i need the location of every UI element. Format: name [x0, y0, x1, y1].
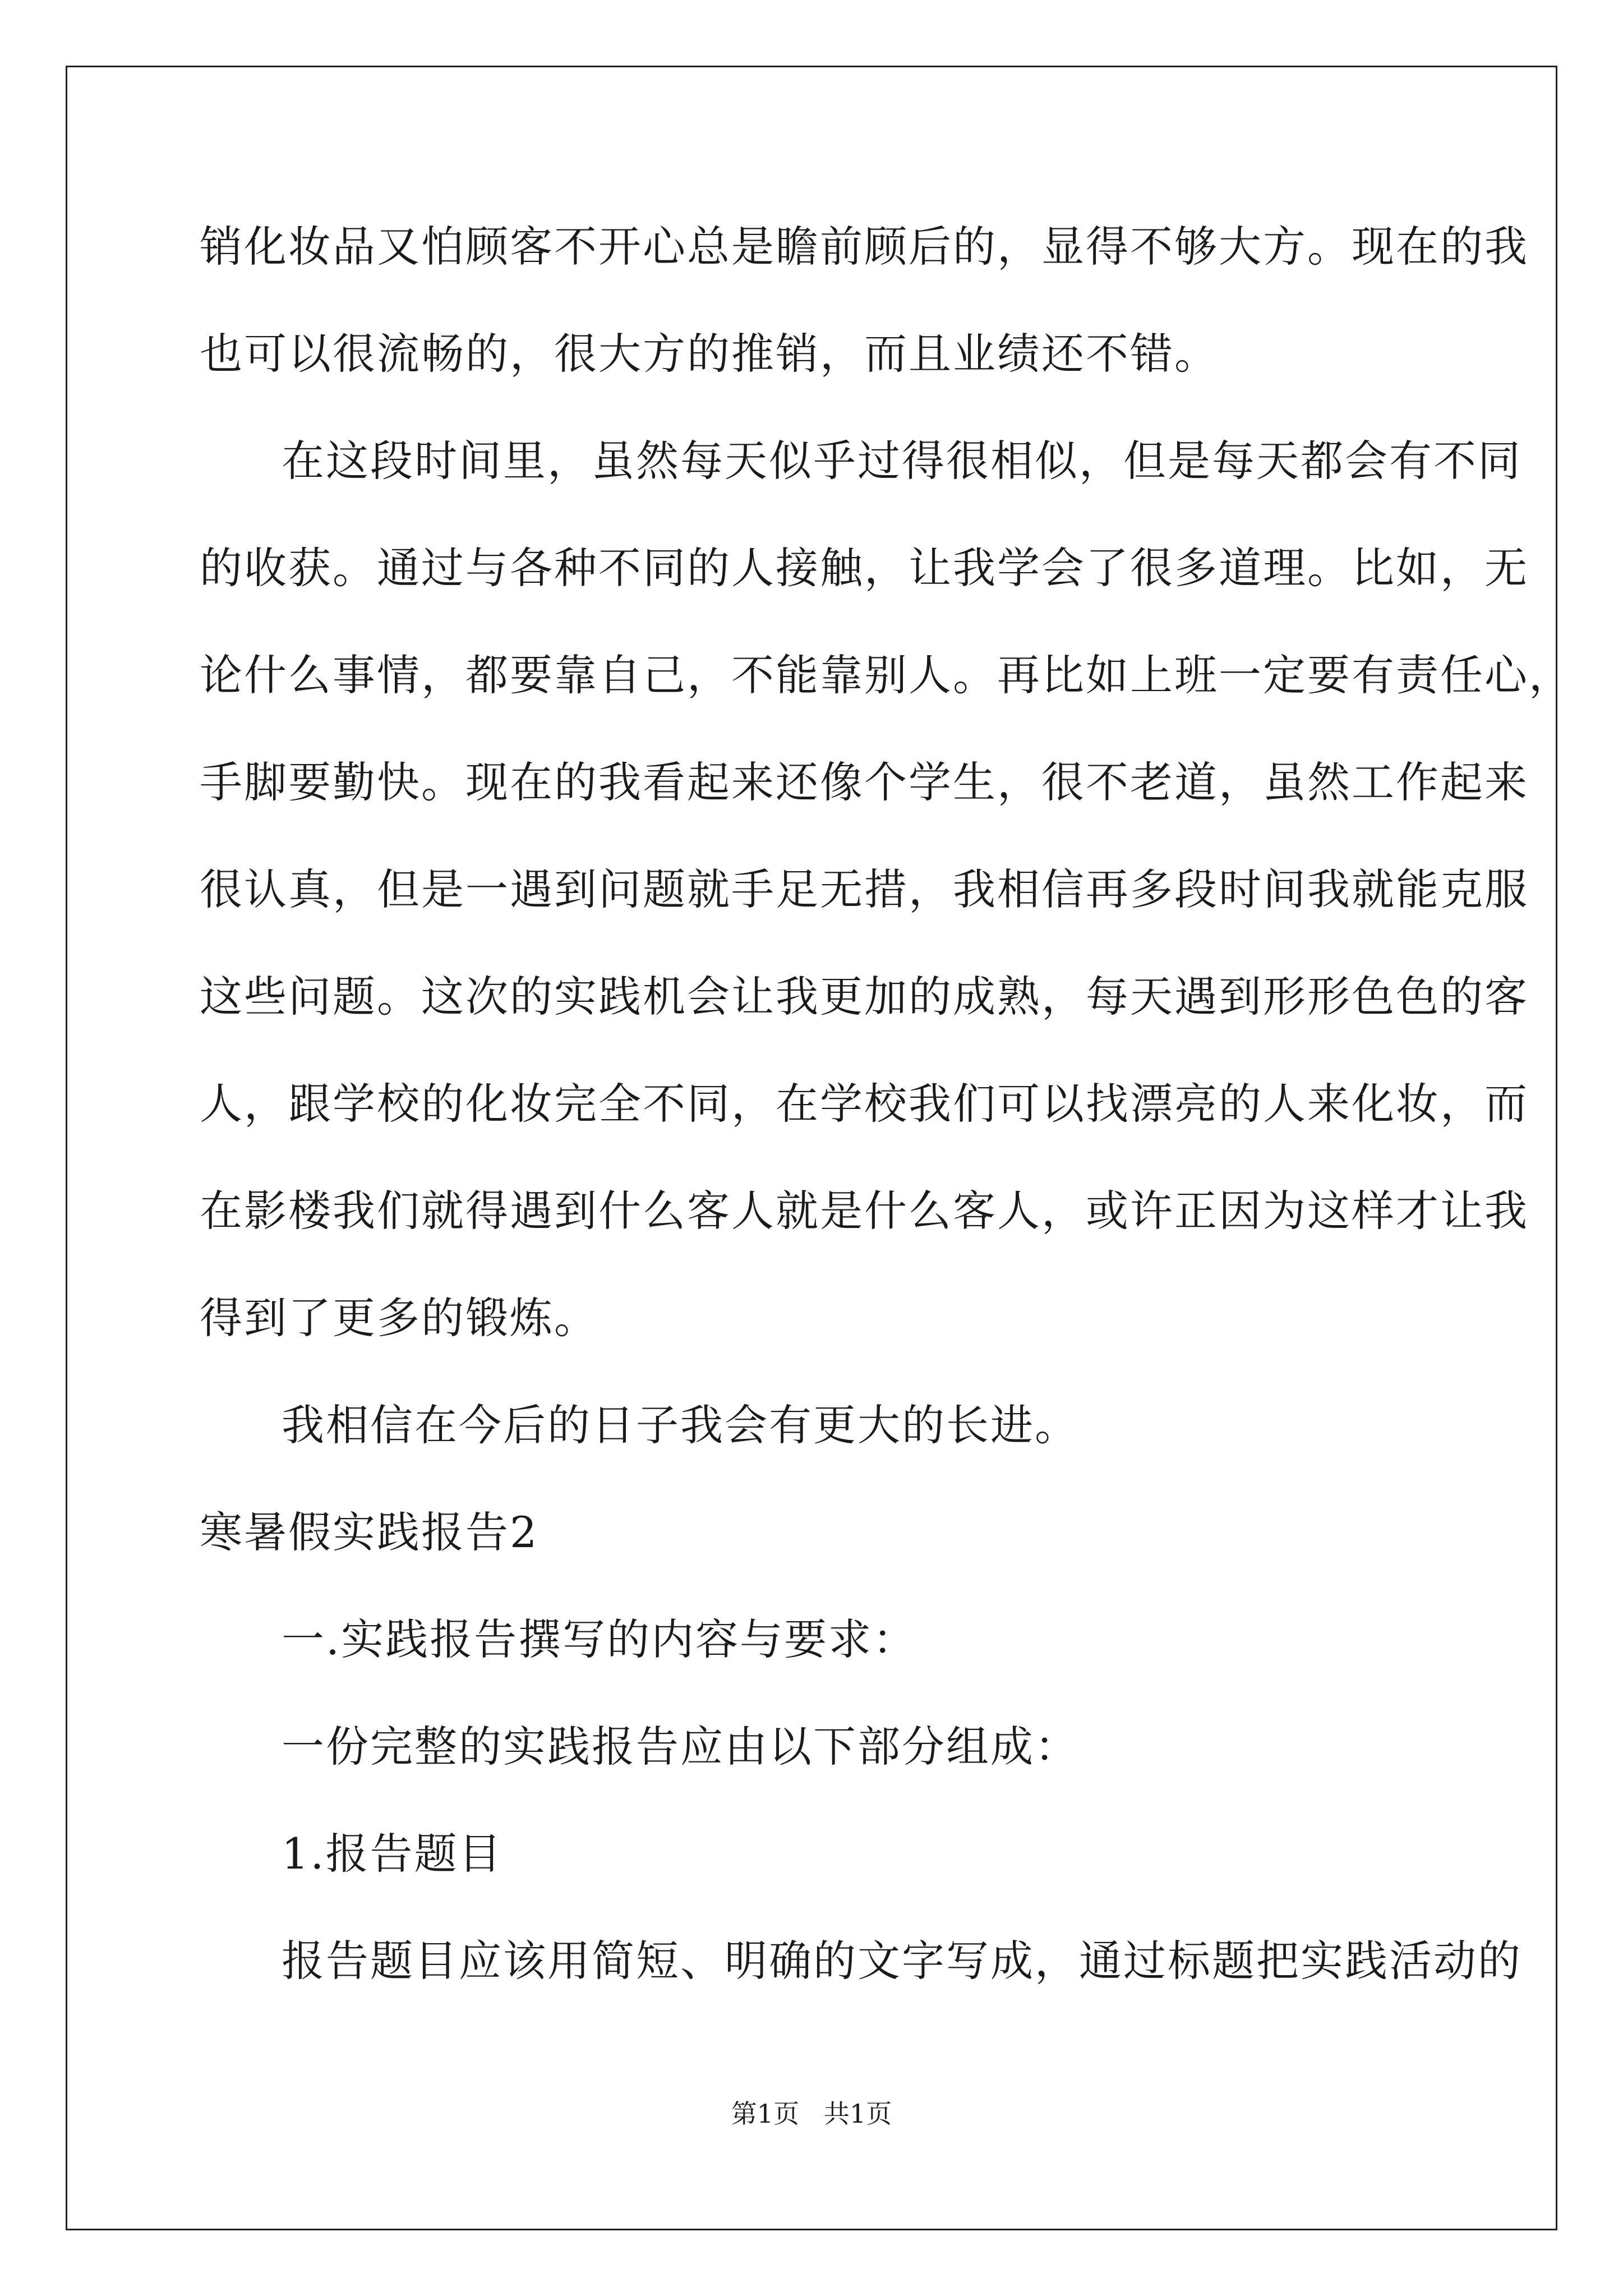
body-line: 的收获。通过与各种不同的人接触，让我学会了很多道理。比如，无: [200, 543, 1529, 593]
body-line: 得到了更多的锻炼。: [200, 1293, 598, 1343]
body-line: 也可以很流畅的，很大方的推销，而且业绩还不错。: [200, 329, 1219, 379]
body-line: 一份完整的实践报告应由以下部分组成：: [282, 1722, 1079, 1772]
section-heading: 寒暑假实践报告2: [200, 1507, 539, 1557]
body-line: 手脚要勤快。现在的我看起来还像个学生，很不老道，虽然工作起来: [200, 757, 1529, 807]
body-line: 人，跟学校的化妆完全不同，在学校我们可以找漂亮的人来化妆，而: [200, 1079, 1529, 1129]
body-line: 在这段时间里，虽然每天似乎过得很相似，但是每天都会有不同: [282, 436, 1522, 486]
body-line: 这些问题。这次的实践机会让我更加的成熟，每天遇到形形色色的客: [200, 972, 1529, 1022]
body-line: 我相信在今后的日子我会有更大的长进。: [282, 1400, 1079, 1450]
body-line: 论什么事情，都要靠自己，不能靠别人。再比如上班一定要有责任心，: [200, 650, 1573, 700]
body-line: 在影楼我们就得遇到什么客人就是什么客人，或许正因为这样才让我: [200, 1186, 1529, 1236]
page-footer: 第1页 共1页: [731, 2099, 892, 2129]
body-line: 1.报告题目: [282, 1829, 503, 1879]
body-line: 一.实践报告撰写的内容与要求：: [282, 1614, 917, 1664]
page-border: [66, 66, 1557, 2230]
body-line: 很认真，但是一遇到问题就手足无措，我相信再多段时间我就能克服: [200, 864, 1529, 914]
body-line: 销化妆品又怕顾客不开心总是瞻前顾后的，显得不够大方。现在的我: [200, 222, 1529, 272]
body-line: 报告题目应该用简短、明确的文字写成，通过标题把实践活动的: [282, 1936, 1522, 1986]
